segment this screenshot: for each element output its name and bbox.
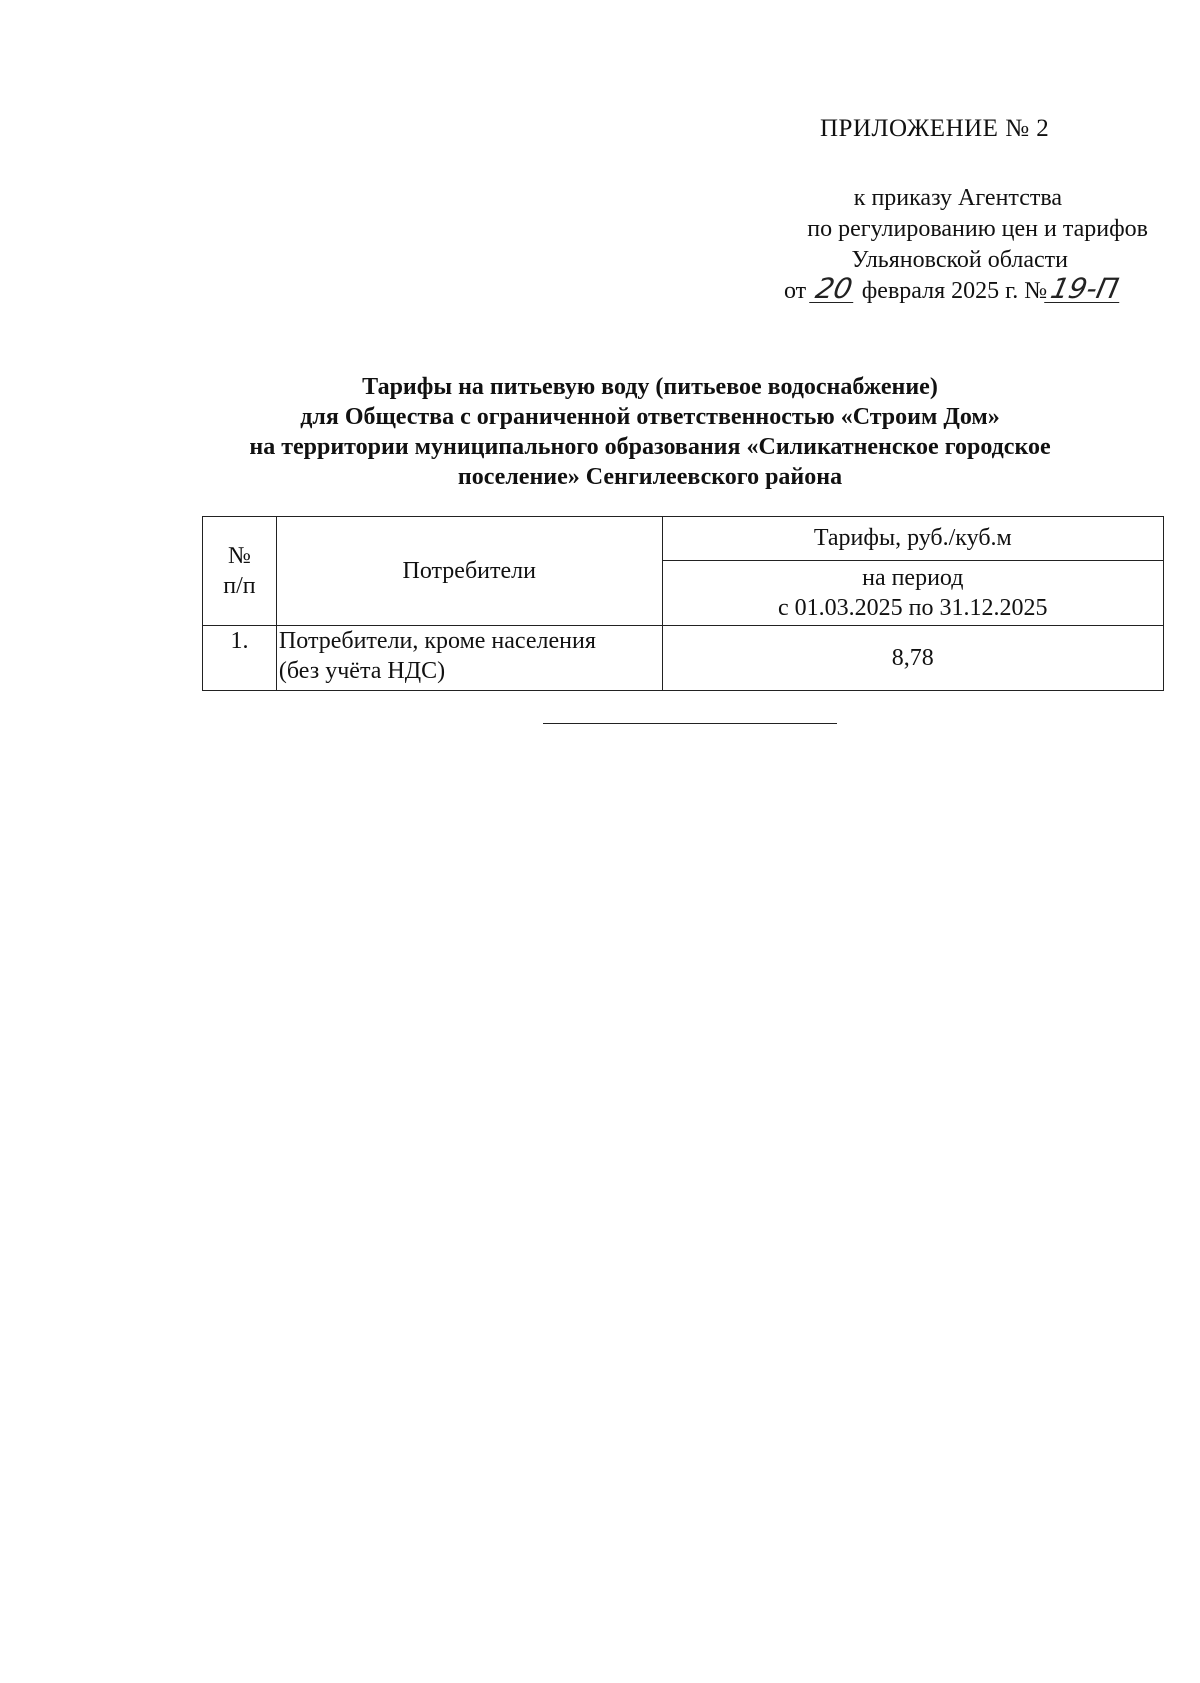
header-period-line-1: на период	[862, 565, 964, 591]
closing-rule	[543, 723, 837, 724]
header-period	[662, 561, 1163, 626]
header-number-abbrev: п/п	[223, 573, 256, 599]
order-number-handwritten: 19-П	[1044, 276, 1125, 303]
order-date-text: февраля 2025 г. №	[861, 278, 1048, 304]
document-title-line-3: на территории муниципального образования «Силикатненское городское	[249, 434, 1051, 460]
order-date-prefix: от	[783, 278, 807, 304]
row-consumer-line-1: Потребители, кроме населения	[278, 628, 596, 654]
order-line-2: по регулированию цен и тарифов	[807, 216, 1148, 242]
header-consumers: Потребители	[276, 517, 662, 626]
header-number-symbol: №	[228, 543, 251, 569]
order-line-3: Ульяновской области	[851, 247, 1068, 273]
document-title-line-2: для Общества с ограниченной ответственностью «Строим Дом»	[300, 404, 1000, 430]
row-tariff-value: 8,78	[662, 626, 1163, 691]
order-day-handwritten: 20	[809, 276, 858, 303]
row-consumer-line-2: (без учёта НДС)	[278, 658, 446, 684]
document-title-line-4: поселение» Сенгилеевского района	[457, 464, 843, 490]
tariff-table	[202, 516, 1164, 691]
header-number	[203, 517, 277, 626]
appendix-title: ПРИЛОЖЕНИЕ № 2	[820, 115, 1050, 142]
table-row	[203, 626, 1164, 691]
order-reference	[628, 183, 1148, 307]
header-period-line-2: с 01.03.2025 по 31.12.2025	[778, 595, 1048, 621]
document-title-line-1: Тарифы на питьевую воду (питьевое водоснабжение)	[362, 374, 938, 400]
table-header-row	[203, 517, 1164, 561]
order-date-line	[628, 272, 1148, 307]
document-title	[150, 372, 1150, 492]
row-consumer	[276, 626, 662, 691]
header-tariffs: Тарифы, руб./куб.м	[662, 517, 1163, 561]
row-number: 1.	[203, 626, 277, 691]
order-line-1: к приказу Агентства	[853, 185, 1062, 211]
